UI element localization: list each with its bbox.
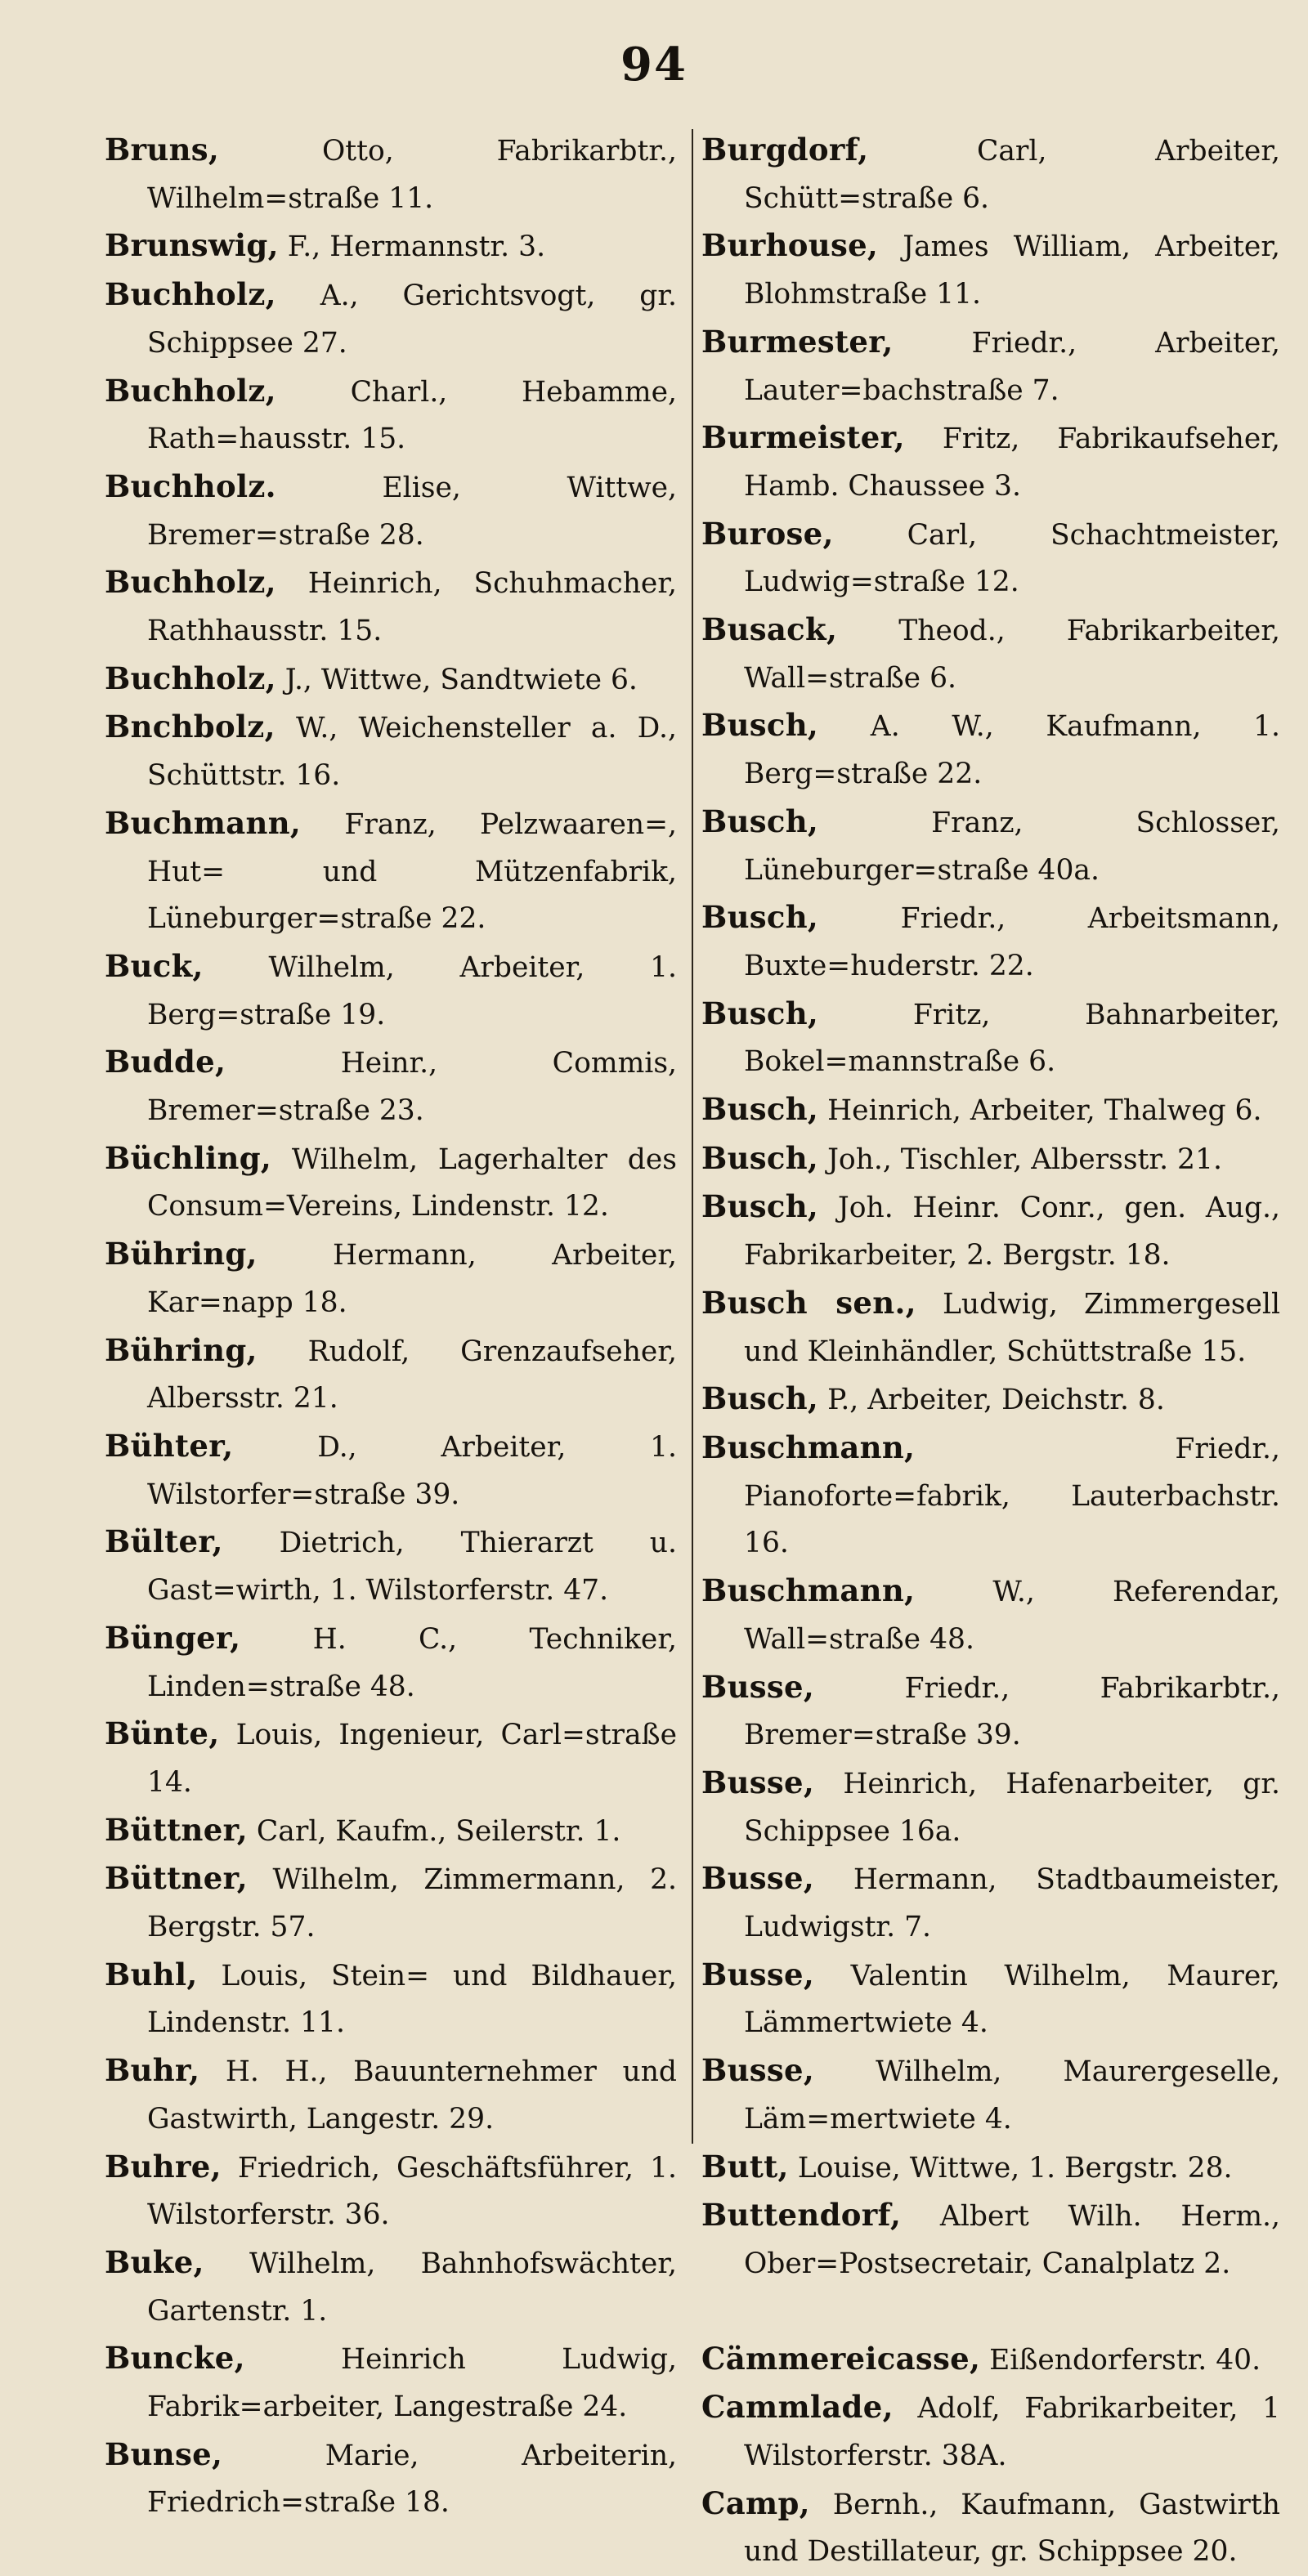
entry-details: Charl., Hebamme, Rath=hausstr. 15. [147,375,677,456]
entry-name: Busch, [701,995,819,1031]
entry-name: Busch, [701,803,819,839]
entry-details: Friedr., Fabrikarbtr., Bremer=straße 39. [744,1671,1280,1752]
entry-name: Cämmereicasse, [701,2340,981,2377]
entry-details: Friedr., Arbeitsmann, Buxte=huderstr. 22. [744,902,1280,982]
entry-name: Buchholz, [105,660,276,696]
entry-name: Busch, [701,899,819,936]
directory-entry [105,1952,677,2047]
entry-name: Buchholz, [105,372,276,409]
directory-entry [105,943,677,1039]
entry-name: Burose, [701,515,834,552]
directory-entry [701,1086,1280,1135]
entry-name: Brunswig, [105,227,279,264]
directory-entry [701,2144,1280,2193]
directory-entry [105,2144,677,2239]
entry-details: Marie, Arbeiterin, Friedrich=straße 18. [147,2439,677,2520]
entry-details: Adolf, Fabrikarbeiter, 1 Wilstorferstr. 38A. [744,2392,1280,2473]
directory-entry [701,2480,1280,2576]
entry-details: Hermann, Arbeiter, Kar=napp 18. [147,1239,677,1319]
directory-entry [701,1855,1280,1951]
directory-entry [701,222,1280,318]
directory-entry [105,1135,677,1231]
entry-details: W., Referendar, Wall=straße 48. [744,1576,1280,1656]
directory-entry [701,2192,1280,2288]
entry-name: Busse, [701,1860,815,1897]
entry-name: Buchholz, [105,276,276,313]
directory-entry [701,1375,1280,1424]
entry-name: Buhl, [105,1956,198,1992]
entry-name: Busack, [701,611,838,648]
entry-name: Büttner, [105,1860,248,1897]
entry-details: Fritz, Bahnarbeiter, Bokel=mannstraße 6. [744,998,1280,1079]
directory-entry [105,1615,677,1711]
directory-entry [701,2047,1280,2143]
entry-details: Elise, Wittwe, Bremer=straße 28. [147,471,677,552]
directory-entry [105,463,677,559]
entry-details: Carl, Kaufm., Seilerstr. 1. [247,1814,621,1848]
entry-name: Bruns, [105,132,220,168]
directory-entry [701,1135,1280,1184]
entry-name: Cammlade, [701,2389,894,2426]
entry-details: Joh., Tischler, Albersstr. 21. [818,1143,1222,1176]
entry-name: Busse, [701,1668,815,1705]
entry-details: Hermann, Stadtbaumeister, Ludwigstr. 7. [744,1863,1280,1944]
directory-entry [701,511,1280,606]
entry-name: Buschmann, [701,1429,916,1465]
directory-entry [701,1568,1280,1663]
entry-name: Burgdorf, [701,132,869,168]
entry-details: A. W., Kaufmann, 1. Berg=straße 22. [744,710,1280,791]
entry-name: Busch, [701,1380,819,1417]
entry-name: Buhr, [105,2052,200,2089]
entry-details: Friedr., Arbeiter, Lauter=bachstraße 7. [744,326,1280,407]
directory-entry [701,1424,1280,1568]
entry-details: Louise, Wittwe, 1. Bergstr. 28. [788,2151,1233,2185]
directory-entry [105,1518,677,1614]
entry-name: Buhre, [105,2148,222,2185]
entry-name: Bühter, [105,1427,234,1464]
directory-entry [105,127,677,222]
entry-name: Busch, [701,1091,819,1128]
entry-name: Burhouse, [701,227,879,264]
entry-details: Eißendorferstr. 40. [980,2343,1261,2377]
entry-details: Carl, Arbeiter, Schütt=straße 6. [744,135,1280,215]
directory-entry [701,991,1280,1086]
entry-name: Buke, [105,2243,204,2280]
entry-name: Buck, [105,947,204,984]
entry-details: Heinrich, Hafenarbeiter, gr. Schippsee 16a. [744,1767,1280,1848]
directory-entry [701,1952,1280,2047]
entry-name: Buttendorf, [701,2197,902,2234]
entry-details: Ludwig, Zimmergesell und Kleinhändler, Schüttstraße 15. [744,1287,1280,1368]
entry-name: Bünte, [105,1715,220,1752]
entry-name: Bünger, [105,1619,241,1656]
directory-entry [105,2335,677,2431]
directory-entry [105,2047,677,2143]
entry-name: Bühring, [105,1236,258,1272]
entry-name: Busse, [701,1764,815,1800]
directory-entry [105,1231,677,1326]
directory-entry [105,655,677,704]
directory-entry [105,368,677,463]
directory-entry [105,1855,677,1951]
entry-name: Burmeister, [701,419,905,456]
entry-details: Heinr., Commis, Bremer=straße 23. [147,1047,677,1128]
directory-entry [105,2239,677,2335]
directory-entry [701,1183,1280,1279]
entry-details: Joh. Heinr. Conr., gen. Aug., Fabrikarbeiter, 2. Bergstr. 18. [744,1192,1280,1272]
entry-name: Buchholz, [105,564,276,601]
entry-name: Buncke, [105,2340,245,2377]
entry-details: Dietrich, Thierarzt u. Gast=wirth, 1. Wilstorferstr. 47. [147,1527,677,1608]
directory-entry [701,1760,1280,1855]
entry-name: Buchmann, [105,804,302,841]
entry-details: Carl, Schachtmeister, Ludwig=straße 12. [744,518,1280,599]
directory-entry [105,2431,677,2527]
entry-name: Busch, [701,1188,819,1225]
directory-entry [105,704,677,799]
directory-entry [701,319,1280,414]
entry-name: Butt, [701,2148,789,2185]
entry-details: Theod., Fabrikarbeiter, Wall=straße 6. [744,615,1280,695]
column-divider [692,129,693,2144]
entry-details: Wilhelm, Arbeiter, 1. Berg=straße 19. [147,950,677,1031]
entry-details: H. H., Bauunternehmer und Gastwirth, Langestr. 29. [147,2055,677,2135]
entry-details: D., Arbeiter, 1. Wilstorfer=straße 39. [147,1430,677,1511]
entry-name: Bülter, [105,1523,223,1560]
directory-entry [105,1423,677,1518]
directory-entry [701,1664,1280,1760]
right-column [701,127,1280,2576]
left-column [105,127,677,2527]
entry-details: Franz, Schlosser, Lüneburger=straße 40a. [744,806,1280,887]
directory-entry [105,1327,677,1423]
entry-details: Albert Wilh. Herm., Ober=Postsecretair, Canalplatz 2. [744,2200,1280,2280]
entry-details: Franz, Pelzwaaren=, Hut= und Mützenfabrik, Lüneburger=straße 22. [147,807,677,936]
directory-entry [105,1711,677,1806]
entry-details: Friedrich, Geschäftsführer, 1. Wilstorferstr. 36. [147,2151,677,2232]
entry-name: Bühring, [105,1331,258,1368]
entry-details: Heinrich Ludwig, Fabrik=arbeiter, Langestraße 24. [147,2343,677,2424]
directory-entry [701,798,1280,894]
entry-details: James William, Arbeiter, Blohmstraße 11. [744,230,1280,311]
entry-details: Bernh., Kaufmann, Gastwirth und Destillateur, gr. Schippsee 20. [744,2488,1280,2569]
directory-entry [105,559,677,655]
entry-details: J., Wittwe, Sandtwiete 6. [275,663,638,696]
entry-name: Busch, [701,1139,819,1176]
page-number: 94 [620,38,688,92]
directory-entry [701,894,1280,990]
entry-name: Buschmann, [701,1572,916,1609]
directory-entry [701,2336,1280,2385]
directory-entry [105,1039,677,1134]
entry-name: Busse, [701,1956,815,1992]
entry-name: Camp, [701,2484,810,2521]
entry-name: Busse, [701,2052,815,2089]
entry-details: W., Weichensteller a. D., Schüttstr. 16. [147,712,677,793]
directory-entry [105,271,677,367]
directory-entry [105,800,677,943]
entry-details: Wilhelm, Zimmermann, 2. Bergstr. 57. [147,1863,677,1944]
entry-details: F., Hermannstr. 3. [278,230,546,264]
entry-name: Büttner, [105,1811,248,1848]
entry-details: Wilhelm, Lagerhalter des Consum=Vereins, Lindenstr. 12. [147,1143,677,1223]
entry-name: Burmester, [701,323,894,360]
entry-name: Buchholz. [105,467,276,504]
entry-name: Budde, [105,1044,226,1080]
directory-entry [701,414,1280,510]
directory-entry [701,606,1280,702]
entry-details: Otto, Fabrikarbtr., Wilhelm=straße 11. [147,135,677,215]
entry-name: Busch sen., [701,1284,916,1321]
directory-entry [701,702,1280,798]
entry-details: Wilhelm, Maurergeselle, Läm=mertwiete 4. [744,2055,1280,2135]
entry-details: Heinrich, Arbeiter, Thalweg 6. [818,1094,1262,1128]
directory-entry [105,1807,677,1856]
entry-details: H. C., Techniker, Linden=straße 48. [147,1622,677,1703]
entry-details: Rudolf, Grenzaufseher, Albersstr. 21. [147,1335,677,1415]
entry-details: Friedr., Pianoforte=fabrik, Lauterbachstr. 16. [744,1432,1280,1560]
directory-entry [701,1280,1280,1375]
directory-entry [105,222,677,271]
entry-details: Valentin Wilhelm, Maurer, Lämmertwiete 4. [744,1959,1280,2040]
entry-details: A., Gerichtsvogt, gr. Schippsee 27. [147,280,677,360]
directory-entry [701,2384,1280,2480]
entry-name: Busch, [701,707,819,744]
entry-name: Bunse, [105,2435,223,2472]
directory-entry [701,127,1280,222]
entry-details: Heinrich, Schuhmacher, Rathhausstr. 15. [147,567,677,648]
entry-details: Wilhelm, Bahnhofswächter, Gartenstr. 1. [147,2247,677,2328]
entry-details: Fritz, Fabrikaufseher, Hamb. Chaussee 3. [744,423,1280,503]
entry-details: P., Arbeiter, Deichstr. 8. [818,1384,1165,1417]
entry-name: Büchling, [105,1139,272,1176]
entry-name: Bnchbolz, [105,709,275,745]
entry-details: Louis, Stein= und Bildhauer, Lindenstr. 11. [147,1959,677,2040]
entry-details: Louis, Ingenieur, Carl=straße 14. [147,1719,677,1799]
